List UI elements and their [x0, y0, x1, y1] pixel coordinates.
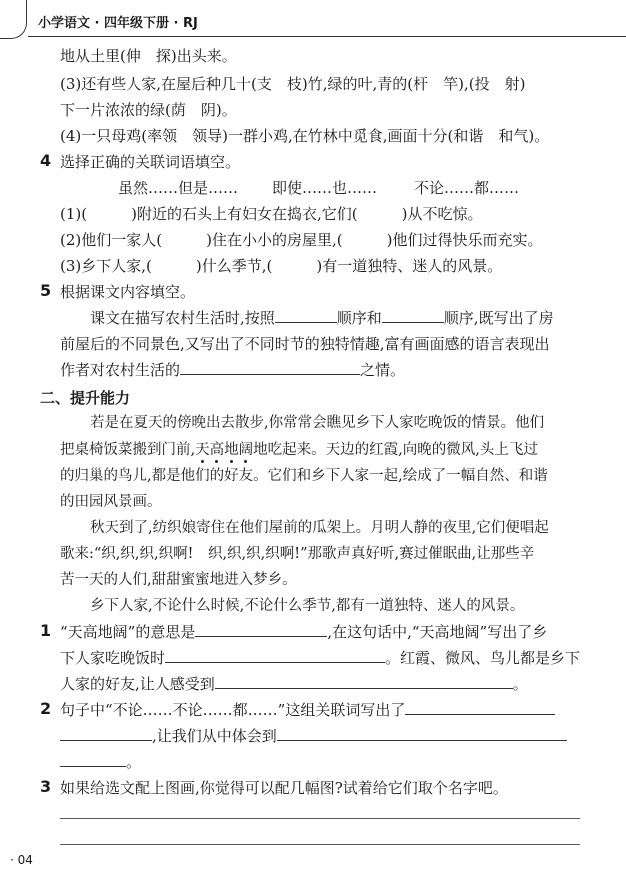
s2q1-line-1 — [60, 622, 547, 642]
q5-line-1 — [90, 308, 554, 328]
item3-line2: 下一片浓浓的绿(荫 阴)。 — [60, 101, 237, 119]
s2-question-2-number: 2 — [40, 699, 52, 718]
q5-line-2: 前屋后的不同景色,又写出了不同时节的独特情趣,富有画面感的语言表现出 — [60, 335, 550, 353]
item2-continuation: 地从土里(伸 探)出头来。 — [60, 47, 237, 65]
q4-s2-blank-1[interactable] — [162, 231, 206, 245]
q5-l1-part-c: 顺序,既写出了房 — [443, 309, 554, 327]
s2q2-l3-text: 。 — [126, 753, 142, 771]
s2q3-answer-line-1[interactable] — [60, 818, 580, 819]
passage-p1-line4: 的田园风景画。 — [60, 494, 162, 510]
passage-p1-line1: 若是在夏天的傍晚出去散步,你常常会瞧见乡下人家吃晚饭的情景。他们 — [90, 415, 545, 431]
passage-p1-line2-a: 把桌椅饭菜搬到门前, — [60, 442, 196, 458]
s2q1-l1-part-b: ,在这句话中,“天高地阔”写出了乡 — [327, 623, 548, 641]
q4-sentence-2 — [60, 230, 542, 250]
emphasis-char-2: 高 — [209, 442, 225, 458]
question-5-prompt: 根据课文内容填空。 — [60, 283, 196, 301]
q5-blank-order-2[interactable] — [382, 308, 444, 323]
header-corner-decoration — [0, 0, 27, 39]
s2q1-blank-feeling[interactable] — [215, 674, 513, 689]
s2q2-l2-text: ,让我们从中体会到 — [152, 727, 277, 745]
q5-l3-part-b: 之情。 — [360, 361, 406, 379]
s2q1-blank-meaning[interactable] — [195, 622, 327, 637]
conjunction-option-2: 即使……也…… — [272, 179, 378, 197]
passage-p3-line1: 乡下人家,不论什么时候,不论什么季节,都有一道独特、迷人的风景。 — [90, 598, 525, 614]
s2q1-l1-part-a: “天高地阔”的意思是 — [60, 623, 196, 641]
q4-s2-part-b: )住在小小的房屋里,( — [206, 231, 343, 249]
q4-s3-part-b: )什么季节,( — [195, 257, 273, 275]
q5-line-3 — [60, 360, 405, 380]
s2q1-line-3 — [60, 674, 528, 694]
s2q1-l3-part-a: 人家的好友,让人感受到 — [60, 675, 215, 693]
s2q1-blank-scene[interactable] — [165, 648, 385, 663]
q4-s3-blank-1[interactable] — [152, 257, 196, 271]
q4-s1-blank-2[interactable] — [358, 205, 402, 219]
q4-s1-part-a: (1)( — [60, 205, 88, 223]
q4-sentence-1 — [60, 204, 482, 224]
q5-l1-part-a: 课文在描写农村生活时,按照 — [90, 309, 275, 327]
s2q2-line-2 — [60, 726, 567, 746]
q4-s3-part-a: (3)乡下人家,( — [60, 257, 152, 275]
header-rule — [28, 36, 626, 37]
q5-blank-feeling[interactable] — [180, 360, 360, 375]
s2q2-blank-2[interactable] — [60, 726, 152, 741]
s2q2-line-1 — [60, 700, 555, 720]
question-5-number: 5 — [40, 281, 52, 300]
page-number: · 04 — [10, 853, 33, 867]
s2q1-l2-part-a: 下人家吃晚饭时 — [60, 649, 166, 667]
q4-s1-part-c: )从不吃惊。 — [401, 205, 483, 223]
item4-line: (4)一只母鸡(率领 领导)一群小鸡,在竹林中觅食,画面十分(和谐 和气)。 — [60, 127, 550, 145]
section-2-title: 二、提升能力 — [40, 389, 131, 407]
q4-s2-part-c: )他们过得快乐而充实。 — [386, 231, 543, 249]
s2q2-blank-3[interactable] — [277, 726, 567, 741]
passage-p2-line1: 秋天到了,纺织娘寄住在他们屋前的瓜架上。月明人静的夜里,它们便唱起 — [90, 520, 549, 536]
q4-s3-blank-2[interactable] — [272, 257, 316, 271]
q4-sentence-3 — [60, 256, 502, 276]
header-title: 小学语文 · 四年级下册 · RJ — [38, 16, 198, 31]
q5-l1-part-b: 顺序和 — [336, 309, 382, 327]
q4-s1-part-b: )附近的石头上有妇女在捣衣,它们( — [131, 205, 358, 223]
q4-s2-blank-2[interactable] — [343, 231, 387, 245]
s2q2-blank-1[interactable] — [405, 700, 555, 715]
s2q3-line-1: 如果给选文配上图画,你觉得可以配几幅图?试着给它们取个名字吧。 — [60, 779, 508, 797]
item3-line1: (3)还有些人家,在屋后种几十(支 枝)竹,绿的叶,青的(杆 竿),(投 射) — [60, 75, 526, 93]
conjunction-option-3: 不论……都…… — [414, 179, 520, 197]
q4-s1-blank-1[interactable] — [87, 205, 131, 219]
question-4-number: 4 — [40, 151, 52, 170]
conjunction-option-1: 虽然……但是…… — [118, 179, 239, 197]
s2-question-1-number: 1 — [40, 621, 52, 640]
s2q1-l3-part-b: 。 — [512, 675, 528, 693]
s2q2-blank-4[interactable] — [60, 752, 126, 767]
q4-s3-part-c: )有一道独特、迷人的风景。 — [316, 257, 503, 275]
s2q1-line-2 — [60, 648, 580, 668]
emphasis-char-3: 地 — [224, 442, 239, 458]
emphasis-char-4: 阔 — [238, 442, 254, 458]
s2q3-answer-line-2[interactable] — [60, 844, 580, 845]
s2-question-3-number: 3 — [40, 777, 52, 796]
q5-blank-order-1[interactable] — [275, 308, 337, 323]
s2q2-l1-text: 句子中“不论……不论……都……”这组关联词写出了 — [60, 701, 406, 719]
q5-l3-part-a: 作者对农村生活的 — [60, 361, 181, 379]
passage-p1-line2-b: 地吃起来。天边的红霞,向晚的微风,头上飞过 — [253, 442, 538, 458]
passage-p1-line3: 的归巢的鸟儿,都是他们的好友。它们和乡下人家一起,绘成了一幅自然、和谐 — [60, 468, 548, 484]
passage-p2-line3: 苦一天的人们,甜甜蜜蜜地进入梦乡。 — [60, 572, 297, 588]
passage-p1-line2 — [60, 440, 538, 460]
question-4-prompt: 选择正确的关联词语填空。 — [60, 153, 241, 171]
q4-s2-part-a: (2)他们一家人( — [60, 231, 163, 249]
passage-p2-line2: 歌来:“织,织,织,织啊! 织,织,织,织啊!”那歌声真好听,赛过催眠曲,让那些辛 — [60, 546, 535, 562]
s2q2-line-3 — [60, 752, 141, 772]
s2q1-l2-part-b: 。红霞、微风、鸟儿都是乡下 — [385, 649, 581, 667]
emphasis-char-1: 天 — [195, 442, 210, 458]
